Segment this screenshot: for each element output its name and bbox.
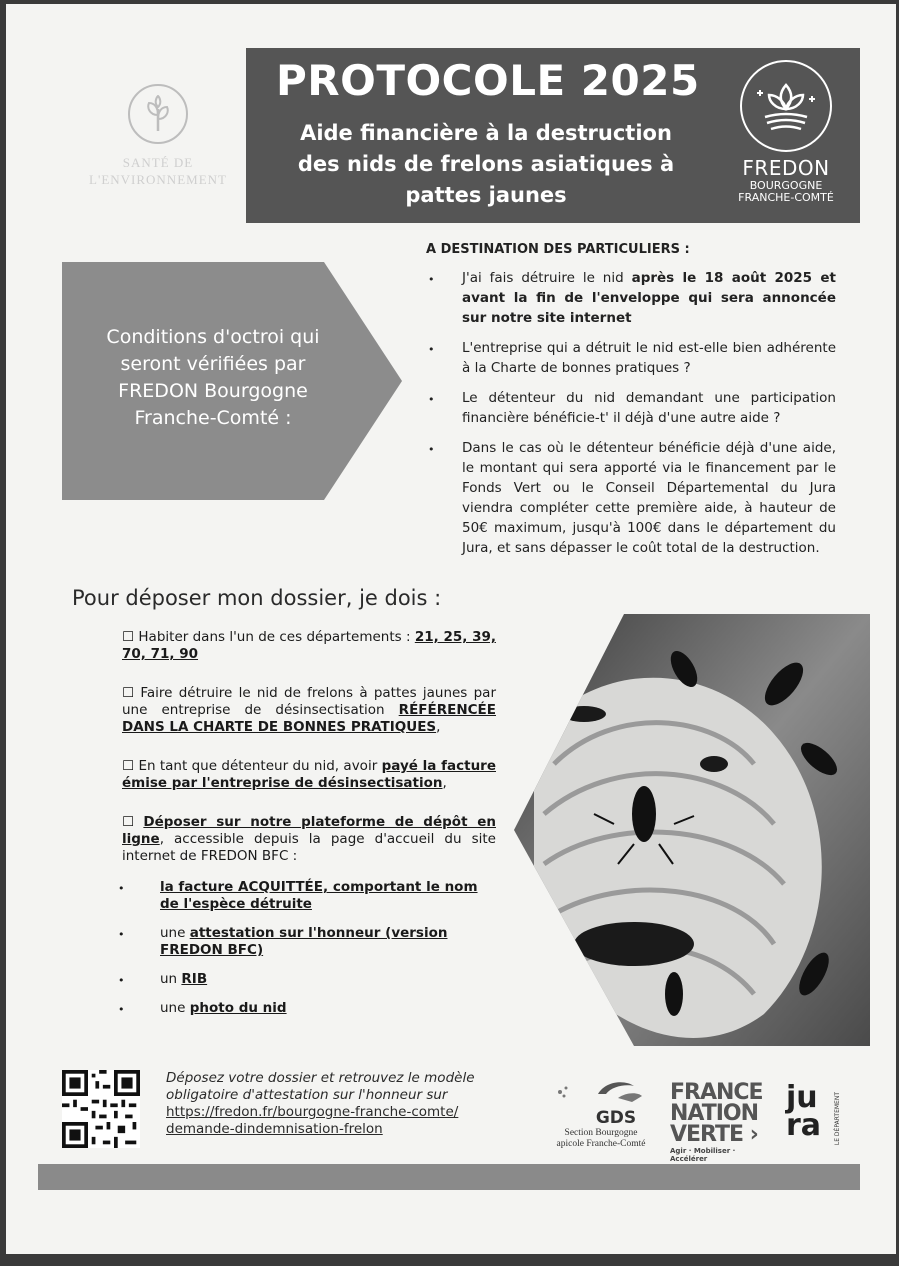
qr-code[interactable] <box>62 1070 140 1148</box>
conditions-label: Conditions d'octroi qui seront vérifiées par FREDON Bourgogne Franche-Comté : <box>106 326 320 429</box>
fredon-link[interactable]: https://fredon.fr/bourgogne-franche-comte/ <box>166 1104 459 1120</box>
fredon-logo <box>726 60 846 204</box>
gds-name: GDS <box>595 1108 637 1128</box>
bottom-bar <box>38 1164 860 1190</box>
audience-heading: A DESTINATION DES PARTICULIERS : <box>426 242 690 257</box>
condition-item: • L'entreprise qui a détruit le nid est-elle bien adhérente à la Charte de bonnes pratiques ? <box>424 338 836 378</box>
document-item: • la facture ACQUITTÉE, comportant le nom de l'espèce détruite <box>122 879 496 913</box>
hornet-nest-photo <box>514 614 870 1046</box>
condition-item: • J'ai fais détruire le nid après le 18 août 2025 et avant la fin de l'enveloppe qui sera annoncée sur notre site internet <box>424 268 836 328</box>
document-item: • une attestation sur l'honneur (version FREDON BFC) <box>122 925 496 959</box>
sprout-icon <box>128 84 188 144</box>
footer-instructions: Déposez votre dossier et retrouvez le modèle obligatoire d'attestation sur l'honneur sur https://fredon.fr/bourgogne-franche-comte/ demande-dindemnisation-frelon <box>166 1070 475 1137</box>
procedure-steps <box>122 629 496 1029</box>
fredon-logo-region: BOURGOGNE FRANCHE-COMTÉ <box>738 179 834 204</box>
step-pay-invoice: ☐ En tant que détenteur du nid, avoir payé la facture émise par l'entreprise de désinsectisation, <box>122 758 496 791</box>
condition-item: • Dans le cas où le détenteur bénéficie déjà d'une aide, le montant qui sera apporté via le financement par le Fonds Vert ou le Conseil Départemental du Jura viendra compléter cette première aide, à hauteur de 50€ maximum, jusqu'à 100€ dans le département du Jura, et sans dépasser le coût total de la destruction. <box>424 438 836 558</box>
gds-logo: GDS Section Bourgogne apicole Franche-Comté <box>544 1076 658 1150</box>
jura-department-label: LE DÉPARTEMENT <box>834 1092 841 1146</box>
fredon-link-path[interactable]: demande-dindemnisation-frelon <box>166 1121 383 1137</box>
documents-list <box>122 879 496 1017</box>
page-title: PROTOCOLE 2025 <box>276 56 700 105</box>
document-item: • une photo du nid <box>122 1000 496 1017</box>
flyer-page <box>6 4 896 1254</box>
step-upload: ☐ Déposer sur notre plateforme de dépôt en ligne, accessible depuis la page d'accueil du site internet de FREDON BFC : <box>122 814 496 864</box>
fredon-logo-name: FREDON <box>742 156 830 180</box>
fredon-plant-icon <box>740 60 832 152</box>
document-item: • un RIB <box>122 971 496 988</box>
sante-environnement-logo <box>68 84 248 188</box>
condition-item: • Le détenteur du nid demandant une participation financière bénéficie-t' il déjà d'une autre aide ? <box>424 388 836 428</box>
step-destroy-nest: ☐ Faire détruire le nid de frelons à pattes jaunes par une entreprise de désinsectisation RÉFÉRENCÉE DANS LA CHARTE DE BONNES PRATIQUES, <box>122 685 496 735</box>
side-logo-text: SANTÉ DE L'ENVIRONNEMENT <box>89 155 227 187</box>
page-subtitle: Aide financière à la destruction des nids de frelons asiatiques à pattes jaunes <box>297 121 675 207</box>
conditions-list <box>424 268 836 568</box>
gds-bee-icon <box>546 1076 656 1104</box>
procedure-heading: Pour déposer mon dossier, je dois : <box>72 586 442 610</box>
france-nation-verte-logo: FRANCE NATION VERTE › Agir · Mobiliser · Accélérer <box>670 1080 763 1163</box>
jura-logo: ju ra <box>786 1080 822 1143</box>
header-banner <box>246 48 860 223</box>
step-departments: ☐ Habiter dans l'un de ces départements : 21, 25, 39, 70, 71, 90 <box>122 629 496 662</box>
